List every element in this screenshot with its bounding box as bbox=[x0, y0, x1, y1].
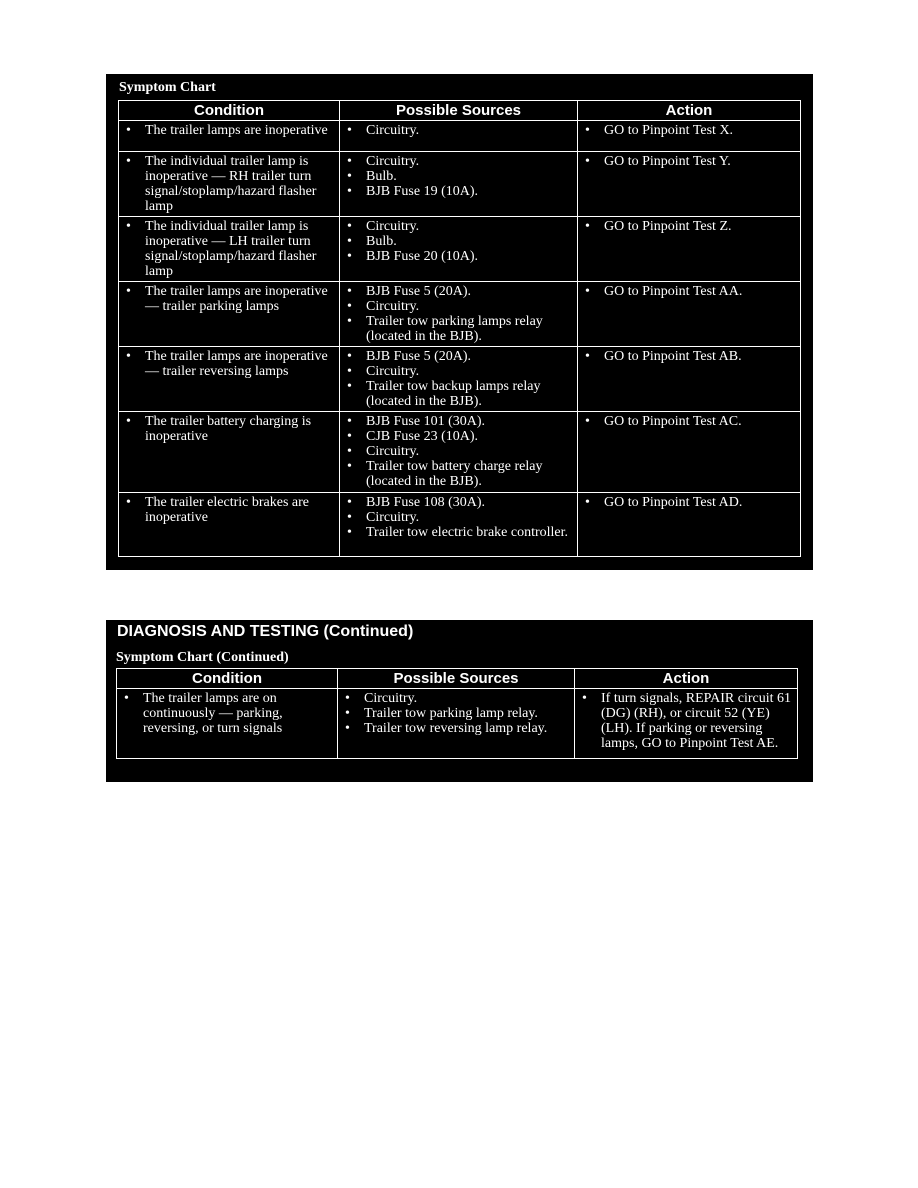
table-row bbox=[119, 152, 801, 217]
source-item: • Bulb. bbox=[346, 234, 573, 249]
action-text: • GO to Pinpoint Test AC. bbox=[584, 414, 796, 429]
source-item: • Trailer tow reversing lamp relay. bbox=[344, 721, 570, 736]
source-item: • Trailer tow parking lamp relay. bbox=[344, 706, 570, 721]
header-possible-sources: Possible Sources bbox=[340, 101, 578, 121]
source-item: • Circuitry. bbox=[344, 691, 570, 706]
symptom-chart-panel bbox=[106, 74, 813, 570]
source-item: • BJB Fuse 5 (20A). bbox=[346, 349, 573, 364]
source-item: • Bulb. bbox=[346, 169, 573, 184]
source-item: • Trailer tow backup lamps relay (located in the BJB). bbox=[346, 379, 573, 409]
condition-text: • The individual trailer lamp is inoperative — LH trailer turn signal/stoplamp/hazard flasher lamp bbox=[125, 219, 335, 279]
possible-sources-cell bbox=[338, 689, 575, 759]
header-condition: Condition bbox=[117, 669, 338, 689]
source-item: • Trailer tow battery charge relay (located in the BJB). bbox=[346, 459, 573, 489]
source-item: • BJB Fuse 19 (10A). bbox=[346, 184, 573, 199]
table-row bbox=[119, 493, 801, 557]
condition-text: • The trailer lamps are on continuously — parking, reversing, or turn signals bbox=[123, 691, 333, 736]
condition-cell bbox=[117, 689, 338, 759]
source-item: • Trailer tow parking lamps relay (located in the BJB). bbox=[346, 314, 573, 344]
condition-text: • The individual trailer lamp is inoperative — RH trailer turn signal/stoplamp/hazard flasher lamp bbox=[125, 154, 335, 214]
source-item: • Circuitry. bbox=[346, 123, 573, 138]
source-item: • BJB Fuse 101 (30A). bbox=[346, 414, 573, 429]
source-item: • Circuitry. bbox=[346, 444, 573, 459]
possible-sources-cell bbox=[340, 282, 578, 347]
chart-title: Symptom Chart (Continued) bbox=[116, 650, 289, 665]
action-text: • GO to Pinpoint Test AA. bbox=[584, 284, 796, 299]
source-item: • Circuitry. bbox=[346, 219, 573, 234]
condition-cell bbox=[119, 121, 340, 152]
source-item: • Trailer tow electric brake controller. bbox=[346, 525, 573, 540]
action-cell bbox=[578, 121, 801, 152]
action-text: • GO to Pinpoint Test Y. bbox=[584, 154, 796, 169]
source-item: • Circuitry. bbox=[346, 364, 573, 379]
action-cell bbox=[578, 152, 801, 217]
action-cell bbox=[578, 412, 801, 493]
action-text: • GO to Pinpoint Test AB. bbox=[584, 349, 796, 364]
source-item: • CJB Fuse 23 (10A). bbox=[346, 429, 573, 444]
possible-sources-cell bbox=[340, 152, 578, 217]
symptom-table bbox=[118, 100, 801, 557]
condition-text: • The trailer battery charging is inoperative bbox=[125, 414, 335, 444]
table-row bbox=[119, 347, 801, 412]
action-cell bbox=[578, 493, 801, 557]
condition-text: • The trailer electric brakes are inoperative bbox=[125, 495, 335, 525]
action-cell bbox=[578, 282, 801, 347]
source-item: • BJB Fuse 108 (30A). bbox=[346, 495, 573, 510]
condition-text: • The trailer lamps are inoperative — trailer reversing lamps bbox=[125, 349, 335, 379]
table-row bbox=[119, 121, 801, 152]
header-action: Action bbox=[575, 669, 798, 689]
source-item: • BJB Fuse 20 (10A). bbox=[346, 249, 573, 264]
chart-title: Symptom Chart bbox=[119, 80, 216, 95]
symptom-chart-continued-panel bbox=[106, 620, 813, 782]
table-row bbox=[117, 689, 798, 759]
action-text: • GO to Pinpoint Test X. bbox=[584, 123, 796, 138]
condition-cell bbox=[119, 282, 340, 347]
condition-cell bbox=[119, 412, 340, 493]
table-row bbox=[119, 282, 801, 347]
possible-sources-cell bbox=[340, 121, 578, 152]
action-cell bbox=[578, 217, 801, 282]
source-item: • Circuitry. bbox=[346, 299, 573, 314]
source-item: • BJB Fuse 5 (20A). bbox=[346, 284, 573, 299]
header-action: Action bbox=[578, 101, 801, 121]
table-row bbox=[119, 412, 801, 493]
possible-sources-cell bbox=[340, 217, 578, 282]
possible-sources-cell bbox=[340, 412, 578, 493]
condition-text: • The trailer lamps are inoperative bbox=[125, 123, 335, 138]
condition-text: • The trailer lamps are inoperative — trailer parking lamps bbox=[125, 284, 335, 314]
condition-cell bbox=[119, 152, 340, 217]
source-item: • Circuitry. bbox=[346, 154, 573, 169]
action-cell bbox=[575, 689, 798, 759]
action-text: • If turn signals, REPAIR circuit 61 (DG) (RH), or circuit 52 (YE) (LH). If parking or reversing lamps, GO to Pinpoint Test AE. bbox=[581, 691, 793, 751]
action-text: • GO to Pinpoint Test Z. bbox=[584, 219, 796, 234]
table-row bbox=[119, 217, 801, 282]
action-text: • GO to Pinpoint Test AD. bbox=[584, 495, 796, 510]
possible-sources-cell bbox=[340, 493, 578, 557]
header-condition: Condition bbox=[119, 101, 340, 121]
possible-sources-cell bbox=[340, 347, 578, 412]
condition-cell bbox=[119, 347, 340, 412]
condition-cell bbox=[119, 217, 340, 282]
symptom-table-continued bbox=[116, 668, 798, 759]
section-heading: DIAGNOSIS AND TESTING (Continued) bbox=[117, 623, 414, 640]
condition-cell bbox=[119, 493, 340, 557]
action-cell bbox=[578, 347, 801, 412]
source-item: • Circuitry. bbox=[346, 510, 573, 525]
header-possible-sources: Possible Sources bbox=[338, 669, 575, 689]
